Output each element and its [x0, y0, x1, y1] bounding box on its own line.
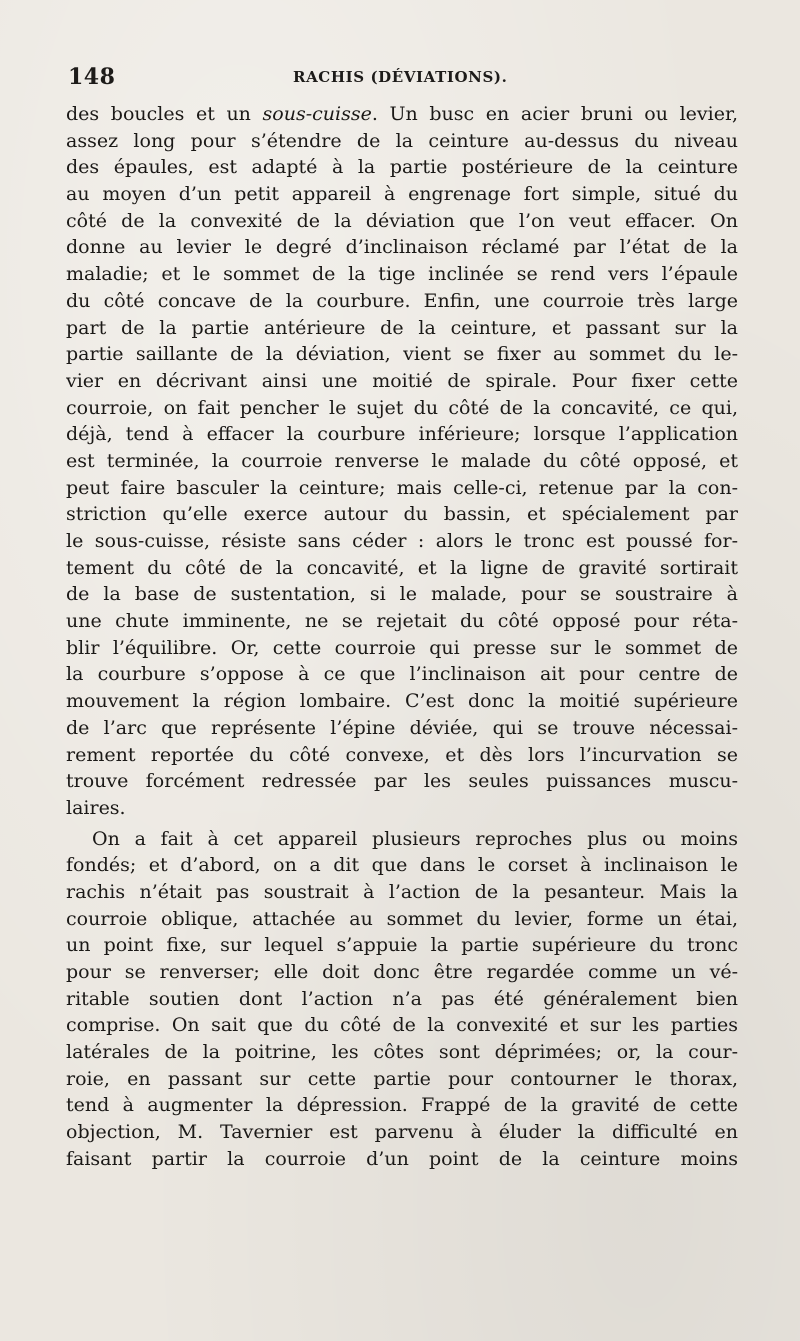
text-line: déjà, tend à effacer la courbure inférieure; lorsque l’application [66, 423, 738, 446]
page-number: 148 [68, 64, 116, 90]
text-line: part de la partie antérieure de la ceinture, et passant sur la [66, 316, 738, 339]
text-line: de l’arc que représente l’épine déviée, qui se trouve nécessai- [66, 716, 738, 739]
text-line: est terminée, la courroie renverse le malade du côté opposé, et [66, 449, 738, 472]
text-line: trouve forcément redressée par les seules puissances muscu- [66, 770, 738, 793]
text-line: latérales de la poitrine, les côtes sont déprimées; or, la cour- [66, 1041, 738, 1064]
text-line: ritable soutien dont l’action n’a pas été généralement bien [66, 987, 738, 1010]
text-line: rachis n’était pas soustrait à l’action de la pesanteur. Mais la [66, 880, 738, 903]
text-line: partie saillante de la déviation, vient se fixer au sommet du le- [66, 343, 738, 366]
text-line: côté de la convexité de la déviation que l’on veut effacer. On [66, 209, 738, 232]
text-line: tement du côté de la concavité, et la ligne de gravité sortirait [66, 556, 738, 579]
text-line: blir l’équilibre. Or, cette courroie qui presse sur le sommet de [66, 636, 738, 659]
text-line: au moyen d’un petit appareil à engrenage fort simple, situé du [66, 183, 738, 206]
text-line: courroie, on fait pencher le sujet du côté de la concavité, ce qui, [66, 396, 738, 419]
text-line: laires. [66, 796, 126, 819]
paragraph-1 [66, 101, 738, 822]
text-line: du côté concave de la courbure. Enfin, une courroie très large [66, 289, 738, 312]
italic-term: sous-cuisse [262, 103, 372, 125]
text-line: de la base de sustentation, si le malade, pour se soustraire à [66, 583, 738, 606]
page-header [66, 64, 738, 96]
text-line: des boucles et un sous-cuisse. Un busc en acier bruni ou levier, [66, 103, 738, 125]
text-line: assez long pour s’étendre de la ceinture au-dessus du niveau [66, 129, 738, 152]
paragraph-2 [66, 826, 738, 1173]
text-line: courroie oblique, attachée au sommet du levier, forme un étai, [66, 907, 738, 930]
text-line: rement reportée du côté convexe, et dès lors l’incurvation se [66, 743, 738, 766]
text-line: une chute imminente, ne se rejetait du côté opposé pour réta- [66, 610, 738, 633]
text-line: donne au levier le degré d’inclinaison réclamé par l’état de la [66, 236, 738, 259]
text-line: comprise. On sait que du côté de la convexité et sur les parties [66, 1014, 738, 1037]
text-line: le sous-cuisse, résiste sans céder : alors le tronc est poussé for- [66, 530, 738, 552]
text-line: On a fait à cet appareil plusieurs reproches plus ou moins [92, 827, 738, 850]
text-line: fondés; et d’abord, on a dit que dans le corset à inclinaison le [66, 854, 738, 877]
text-line: pour se renverser; elle doit donc être regardée comme un vé- [66, 961, 738, 983]
text-line: objection, M. Tavernier est parvenu à éluder la difficulté en [66, 1121, 738, 1144]
text-line: des épaules, est adapté à la partie postérieure de la ceinture [66, 156, 738, 179]
text-line: maladie; et le sommet de la tige inclinée se rend vers l’épaule [66, 263, 738, 286]
text-line: un point fixe, sur lequel s’appuie la partie supérieure du tronc [66, 934, 738, 957]
text-line: faisant partir la courroie d’un point de la ceinture moins [66, 1147, 738, 1170]
body-text [66, 101, 738, 1173]
text-line: roie, en passant sur cette partie pour contourner le thorax, [66, 1067, 738, 1090]
text-line: peut faire basculer la ceinture; mais celle-ci, retenue par la con- [66, 476, 738, 499]
text-line: striction qu’elle exerce autour du bassin, et spécialement par [66, 503, 738, 526]
text-line: mouvement la région lombaire. C’est donc la moitié supérieure [66, 690, 738, 713]
text-line: vier en décrivant ainsi une moitié de spirale. Pour fixer cette [66, 369, 738, 392]
text-line: la courbure s’oppose à ce que l’inclinaison ait pour centre de [66, 663, 738, 686]
running-title: RACHIS (DÉVIATIONS). [293, 68, 508, 86]
text-line: tend à augmenter la dépression. Frappé de la gravité de cette [66, 1094, 738, 1117]
